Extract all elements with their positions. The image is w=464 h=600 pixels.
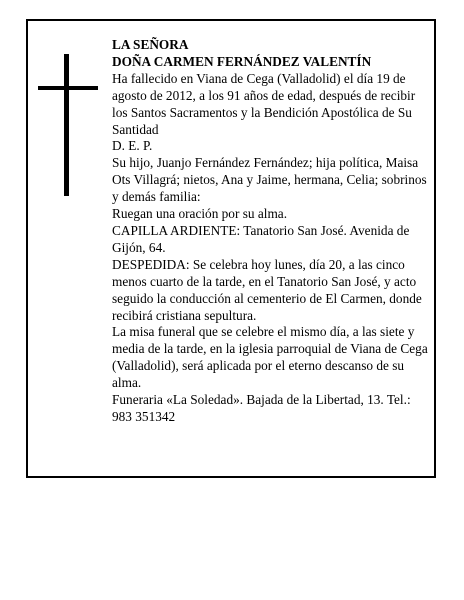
notice-paragraph-mass: La misa funeral que se celebre el mismo día, a las siete y media de la tarde, en la iglesia parroquial de Viana de Cega (Valladolid), será aplicada por el eterno descanso de su alma. — [112, 324, 428, 391]
notice-paragraph-prayer: Ruegan una oración por su alma. — [112, 206, 288, 222]
cross-horizontal-bar — [38, 86, 98, 90]
cross-icon — [38, 54, 98, 196]
notice-paragraph-chapel: CAPILLA ARDIENTE: Tanatorio San José. Avenida de Gijón, 64. — [112, 222, 410, 255]
notice-title-line-2: DOÑA CARMEN FERNÁNDEZ VALENTÍN — [112, 53, 372, 69]
notice-paragraph-family: Su hijo, Juanjo Fernández Fernández; hija política, Maisa Ots Villagrá; nietos, Ana y Jaime, hermana, Celia; sobrinos y demás familia: — [112, 155, 427, 205]
notice-paragraph-rip: D. E. P. — [112, 138, 153, 154]
cross-vertical-bar — [64, 54, 69, 196]
obituary-text — [112, 37, 430, 426]
notice-paragraph-funeral-home: Funeraria «La Soledad». Bajada de la Libertad, 13. Tel.: 983 351342 — [112, 392, 411, 424]
notice-title-line-1: LA SEÑORA — [112, 37, 189, 52]
notice-paragraph-farewell: DESPEDIDA: Se celebra hoy lunes, día 20, a las cinco menos cuarto de la tarde, en el Tanatorio San José, y acto seguido la conducción al cementerio de El Carmen, donde recibirá cristiana sepultura. — [112, 256, 422, 323]
notice-paragraph-death: Ha fallecido en Viana de Cega (Valladolid) el día 19 de agosto de 2012, a los 91 años de edad, después de recibir los Santos Sacramentos y la Bendición Apostólica de Su Santidad — [112, 70, 416, 137]
